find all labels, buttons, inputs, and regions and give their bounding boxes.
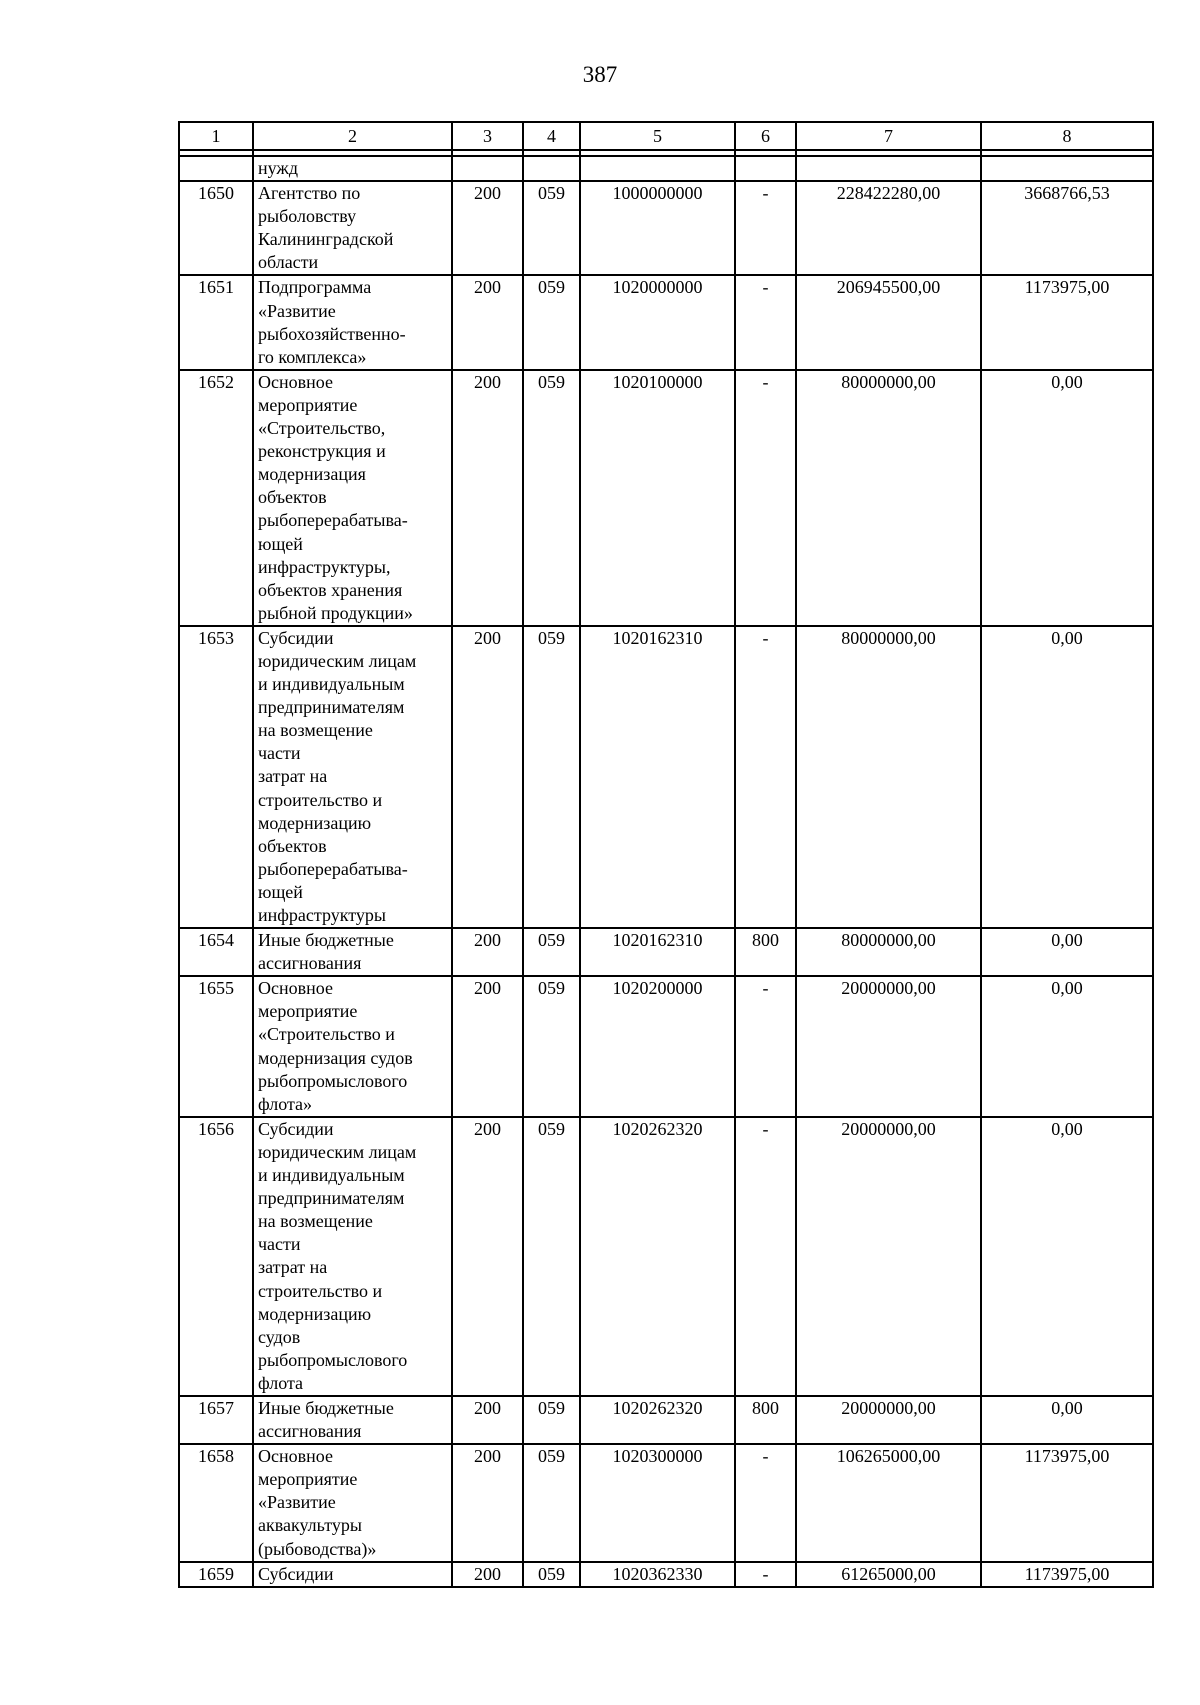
row-col3-cell: 200 bbox=[452, 275, 523, 369]
row-name-line: рыбохозяйственно- bbox=[258, 323, 406, 344]
table-row bbox=[179, 976, 1153, 1117]
row-name-cell bbox=[253, 156, 452, 181]
row-col3-cell bbox=[452, 156, 523, 181]
row-col5-cell: 1020262320 bbox=[580, 1117, 735, 1396]
table-row bbox=[179, 370, 1153, 626]
header-row bbox=[179, 122, 1153, 150]
row-number-cell bbox=[179, 156, 253, 181]
row-col8-cell: 0,00 bbox=[981, 626, 1153, 928]
row-col5-cell: 1020162310 bbox=[580, 928, 735, 976]
column-header: 2 bbox=[253, 122, 452, 150]
row-name-line: судов bbox=[258, 1326, 301, 1347]
row-name-line: на возмещение bbox=[258, 720, 373, 741]
row-name-cell bbox=[253, 928, 452, 976]
row-name-cell bbox=[253, 181, 452, 275]
row-name-line: рыболовству bbox=[258, 206, 357, 227]
row-name-line: и индивидуальным bbox=[258, 1165, 405, 1186]
row-col7-cell: 20000000,00 bbox=[796, 1117, 981, 1396]
row-col6-cell bbox=[735, 156, 796, 181]
row-col5-cell: 1020200000 bbox=[580, 976, 735, 1117]
row-col3-cell: 200 bbox=[452, 626, 523, 928]
row-col8-cell: 0,00 bbox=[981, 928, 1153, 976]
row-name-line: объектов bbox=[258, 835, 327, 856]
row-name-cell bbox=[253, 626, 452, 928]
table-row bbox=[179, 1444, 1153, 1561]
row-name-line: Субсидии bbox=[258, 627, 334, 648]
table-row bbox=[179, 1562, 1153, 1587]
row-col7-cell: 80000000,00 bbox=[796, 928, 981, 976]
budget-table bbox=[178, 121, 1154, 1588]
row-name-line: «Развитие bbox=[258, 300, 336, 321]
row-name-line: реконструкция и bbox=[258, 441, 386, 462]
row-name-line: аквакультуры bbox=[258, 1515, 362, 1536]
row-name-line: ассигнования bbox=[258, 1421, 362, 1442]
row-name-line: юридическим лицам bbox=[258, 650, 417, 671]
row-name-line: модернизация судов bbox=[258, 1047, 413, 1068]
row-col8-cell: 1173975,00 bbox=[981, 275, 1153, 369]
row-name-cell bbox=[253, 1562, 452, 1587]
row-col3-cell: 200 bbox=[452, 1117, 523, 1396]
row-name-line: Калининградской bbox=[258, 229, 394, 250]
row-name-cell bbox=[253, 275, 452, 369]
row-col8-cell: 3668766,53 bbox=[981, 181, 1153, 275]
column-header: 7 bbox=[796, 122, 981, 150]
table-body bbox=[179, 156, 1153, 1587]
row-name-cell bbox=[253, 1396, 452, 1444]
row-col3-cell: 200 bbox=[452, 1396, 523, 1444]
row-col6-cell: - bbox=[735, 626, 796, 928]
row-name-line: и индивидуальным bbox=[258, 674, 405, 695]
row-col3-cell: 200 bbox=[452, 181, 523, 275]
row-number-cell: 1656 bbox=[179, 1117, 253, 1396]
row-name-line: флота» bbox=[258, 1093, 313, 1114]
row-name-line: на возмещение bbox=[258, 1211, 373, 1232]
row-col6-cell: - bbox=[735, 370, 796, 626]
row-col5-cell: 1020100000 bbox=[580, 370, 735, 626]
row-name-line: части bbox=[258, 743, 301, 764]
row-name-line: рыбной продукции» bbox=[258, 602, 413, 623]
table-row bbox=[179, 1396, 1153, 1444]
row-col5-cell bbox=[580, 156, 735, 181]
row-name-line: Агентство по bbox=[258, 183, 361, 204]
row-number-cell: 1653 bbox=[179, 626, 253, 928]
row-name-cell bbox=[253, 1117, 452, 1396]
row-col6-cell: - bbox=[735, 1117, 796, 1396]
column-header: 1 bbox=[179, 122, 253, 150]
row-col5-cell: 1000000000 bbox=[580, 181, 735, 275]
row-name-line: Подпрограмма bbox=[258, 277, 372, 298]
row-col6-cell: 800 bbox=[735, 928, 796, 976]
table-row bbox=[179, 1117, 1153, 1396]
row-col4-cell: 059 bbox=[523, 370, 580, 626]
row-name-line: мероприятие bbox=[258, 394, 358, 415]
row-col7-cell: 20000000,00 bbox=[796, 1396, 981, 1444]
row-name-line: юридическим лицам bbox=[258, 1141, 417, 1162]
row-col6-cell: - bbox=[735, 1562, 796, 1587]
row-col8-cell: 0,00 bbox=[981, 976, 1153, 1117]
table-row bbox=[179, 626, 1153, 928]
row-col8-cell: 0,00 bbox=[981, 1396, 1153, 1444]
row-col8-cell: 0,00 bbox=[981, 1117, 1153, 1396]
row-name-line: «Строительство и bbox=[258, 1024, 395, 1045]
row-col6-cell: - bbox=[735, 181, 796, 275]
row-name-line: строительство и bbox=[258, 789, 383, 810]
row-name-line: ющей bbox=[258, 533, 303, 554]
row-name-line: ассигнования bbox=[258, 953, 362, 974]
row-name-line: Основное bbox=[258, 371, 333, 392]
row-name-cell bbox=[253, 976, 452, 1117]
row-col5-cell: 1020362330 bbox=[580, 1562, 735, 1587]
row-col4-cell: 059 bbox=[523, 976, 580, 1117]
row-name-line: строительство и bbox=[258, 1280, 383, 1301]
row-col4-cell: 059 bbox=[523, 1117, 580, 1396]
row-name-cell bbox=[253, 370, 452, 626]
row-name-line: модернизация bbox=[258, 464, 366, 485]
row-col8-cell: 1173975,00 bbox=[981, 1562, 1153, 1587]
table-row bbox=[179, 181, 1153, 275]
row-col4-cell: 059 bbox=[523, 275, 580, 369]
row-col3-cell: 200 bbox=[452, 976, 523, 1117]
row-col8-cell: 0,00 bbox=[981, 370, 1153, 626]
row-name-line: области bbox=[258, 252, 319, 273]
row-col6-cell: 800 bbox=[735, 1396, 796, 1444]
row-number-cell: 1654 bbox=[179, 928, 253, 976]
row-name-line: Иные бюджетные bbox=[258, 1397, 394, 1418]
row-col6-cell: - bbox=[735, 275, 796, 369]
row-col5-cell: 1020000000 bbox=[580, 275, 735, 369]
column-header: 5 bbox=[580, 122, 735, 150]
column-header: 3 bbox=[452, 122, 523, 150]
row-col4-cell: 059 bbox=[523, 1444, 580, 1561]
row-name-line: мероприятие bbox=[258, 1001, 358, 1022]
row-name-line: Субсидии bbox=[258, 1563, 334, 1584]
row-number-cell: 1650 bbox=[179, 181, 253, 275]
row-name-line: Иные бюджетные bbox=[258, 930, 394, 951]
row-name-line: Субсидии bbox=[258, 1118, 334, 1139]
row-col4-cell: 059 bbox=[523, 928, 580, 976]
row-name-line: затрат на bbox=[258, 766, 328, 787]
row-col7-cell bbox=[796, 156, 981, 181]
row-name-line: объектов bbox=[258, 487, 327, 508]
row-col4-cell: 059 bbox=[523, 1396, 580, 1444]
row-col7-cell: 80000000,00 bbox=[796, 370, 981, 626]
row-col5-cell: 1020162310 bbox=[580, 626, 735, 928]
row-col7-cell: 106265000,00 bbox=[796, 1444, 981, 1561]
row-number-cell: 1655 bbox=[179, 976, 253, 1117]
row-name-line: части bbox=[258, 1234, 301, 1255]
table-row bbox=[179, 275, 1153, 369]
row-name-line: затрат на bbox=[258, 1257, 328, 1278]
row-col8-cell bbox=[981, 156, 1153, 181]
row-number-cell: 1658 bbox=[179, 1444, 253, 1561]
row-name-line: рыбопромыслового bbox=[258, 1349, 408, 1370]
row-col4-cell bbox=[523, 156, 580, 181]
row-number-cell: 1651 bbox=[179, 275, 253, 369]
row-col3-cell: 200 bbox=[452, 1562, 523, 1587]
row-col7-cell: 206945500,00 bbox=[796, 275, 981, 369]
row-number-cell: 1652 bbox=[179, 370, 253, 626]
row-name-line: рыбопромыслового bbox=[258, 1070, 408, 1091]
row-name-line: мероприятие bbox=[258, 1469, 358, 1490]
row-col7-cell: 61265000,00 bbox=[796, 1562, 981, 1587]
row-col3-cell: 200 bbox=[452, 1444, 523, 1561]
row-col4-cell: 059 bbox=[523, 626, 580, 928]
row-name-line: инфраструктуры bbox=[258, 905, 386, 925]
table-row bbox=[179, 156, 1153, 181]
row-name-line: «Строительство, bbox=[258, 418, 386, 439]
row-col7-cell: 228422280,00 bbox=[796, 181, 981, 275]
row-col5-cell: 1020262320 bbox=[580, 1396, 735, 1444]
row-name-line: модернизацию bbox=[258, 1303, 372, 1324]
row-col7-cell: 80000000,00 bbox=[796, 626, 981, 928]
row-name-line: Основное bbox=[258, 978, 333, 999]
row-name-line: рыбоперерабатыва- bbox=[258, 858, 408, 879]
row-col4-cell: 059 bbox=[523, 181, 580, 275]
row-name-line: Основное bbox=[258, 1446, 333, 1467]
row-number-cell: 1657 bbox=[179, 1396, 253, 1444]
row-col7-cell: 20000000,00 bbox=[796, 976, 981, 1117]
row-name-line: модернизацию bbox=[258, 812, 372, 833]
column-header: 4 bbox=[523, 122, 580, 150]
row-name-line: предпринимателям bbox=[258, 697, 405, 718]
row-col8-cell: 1173975,00 bbox=[981, 1444, 1153, 1561]
row-col4-cell: 059 bbox=[523, 1562, 580, 1587]
row-col3-cell: 200 bbox=[452, 370, 523, 626]
row-number-cell: 1659 bbox=[179, 1562, 253, 1587]
row-col3-cell: 200 bbox=[452, 928, 523, 976]
row-name-line: предпринимателям bbox=[258, 1188, 405, 1209]
row-name-line: го комплекса» bbox=[258, 346, 367, 367]
row-name-line: ющей bbox=[258, 881, 303, 902]
column-header: 6 bbox=[735, 122, 796, 150]
row-name-line: объектов хранения bbox=[258, 579, 403, 600]
row-col5-cell: 1020300000 bbox=[580, 1444, 735, 1561]
row-name-line: «Развитие bbox=[258, 1492, 336, 1513]
page-number: 387 bbox=[582, 62, 618, 87]
row-name-line: флота bbox=[258, 1372, 304, 1393]
row-name-line: рыбоперерабатыва- bbox=[258, 510, 408, 531]
row-name-line: нужд bbox=[258, 158, 298, 178]
row-name-line: (рыбоводства)» bbox=[258, 1538, 377, 1559]
row-name-cell bbox=[253, 1444, 452, 1561]
column-header: 8 bbox=[981, 122, 1153, 150]
row-name-line: инфраструктуры, bbox=[258, 556, 391, 577]
row-col6-cell: - bbox=[735, 976, 796, 1117]
row-col6-cell: - bbox=[735, 1444, 796, 1561]
table-row bbox=[179, 928, 1153, 976]
